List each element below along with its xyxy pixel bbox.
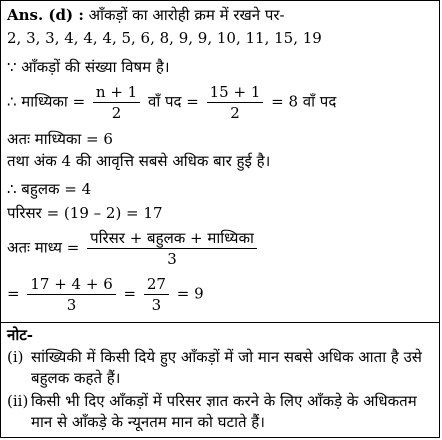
median-fraction-numerator: n + 1 bbox=[93, 83, 140, 103]
mean-calc-result: = 9 bbox=[176, 284, 204, 303]
mean-calc-mid: = bbox=[123, 284, 137, 303]
answer-line bbox=[7, 5, 285, 25]
mean-formula bbox=[7, 229, 260, 268]
mean-calc-fraction bbox=[27, 275, 115, 314]
answer-intro: आँकड़ों का आरोही क्रम में रखने पर- bbox=[88, 6, 285, 24]
mean-calc-sum-denominator: 3 bbox=[151, 296, 162, 314]
note-item-marker: (i) bbox=[7, 348, 24, 366]
mean-calc-prefix: = bbox=[7, 284, 20, 303]
mean-prefix: अतः माध्य = bbox=[7, 238, 80, 257]
median-values-numerator: 15 + 1 bbox=[207, 83, 264, 103]
mean-calc-sum-numerator: 27 bbox=[144, 275, 169, 295]
mean-calc-fraction-sum bbox=[144, 275, 169, 314]
median-fraction bbox=[93, 83, 140, 122]
median-values-denominator: 2 bbox=[230, 104, 240, 122]
note-item-marker: (ii) bbox=[7, 392, 29, 410]
note-item-text: सांख्यिकी में किसी दिये हुए आँकड़ों में जो मान सबसे अधिक आता है उसे बहुलक कहते हैं। bbox=[31, 348, 422, 387]
mean-calculation bbox=[7, 275, 204, 314]
mean-fraction-denominator: 3 bbox=[167, 250, 177, 268]
section-divider bbox=[1, 322, 439, 323]
answer-label: Ans. (d) : bbox=[7, 6, 84, 24]
note-heading: नोट- bbox=[7, 326, 33, 344]
note-item-text: किसी भी दिए आँकड़ों में परिसर ज्ञात करने के लिए आँकड़े के अधिकतम मान से आँकड़े के न्यूनतम मान को घटाते हैं। bbox=[31, 392, 417, 431]
mean-fraction-numerator: परिसर + बहुलक + माध्यिका bbox=[87, 229, 257, 249]
mode-note: तथा अंक 4 की आवृत्ति सबसे अधिक बार हुई है। bbox=[7, 152, 271, 170]
ordered-sequence: 2, 3, 3, 4, 4, 4, 5, 6, 8, 9, 9, 10, 11, 15, 19 bbox=[7, 29, 322, 47]
range-result: परिसर = (19 – 2) = 17 bbox=[7, 204, 163, 222]
median-term-result: = 8 वाँ पद bbox=[271, 92, 337, 111]
note-item bbox=[7, 391, 433, 433]
mean-calc-numerator: 17 + 4 + 6 bbox=[27, 275, 115, 295]
median-fraction-denominator: 2 bbox=[111, 104, 122, 122]
median-prefix: ∴ माध्यिका = bbox=[7, 92, 86, 111]
note-item bbox=[7, 347, 433, 389]
median-formula bbox=[7, 83, 336, 122]
median-fraction-values bbox=[207, 83, 264, 122]
odd-count-statement: ∵ आँकड़ों की संख्या विषम है। bbox=[7, 58, 170, 76]
mode-result: ∴ बहुलक = 4 bbox=[7, 180, 92, 198]
mean-fraction bbox=[87, 229, 257, 268]
median-result: अतः माध्यिका = 6 bbox=[7, 130, 113, 148]
median-mid: वाँ पद = bbox=[148, 92, 199, 111]
mean-calc-denominator: 3 bbox=[66, 296, 77, 314]
